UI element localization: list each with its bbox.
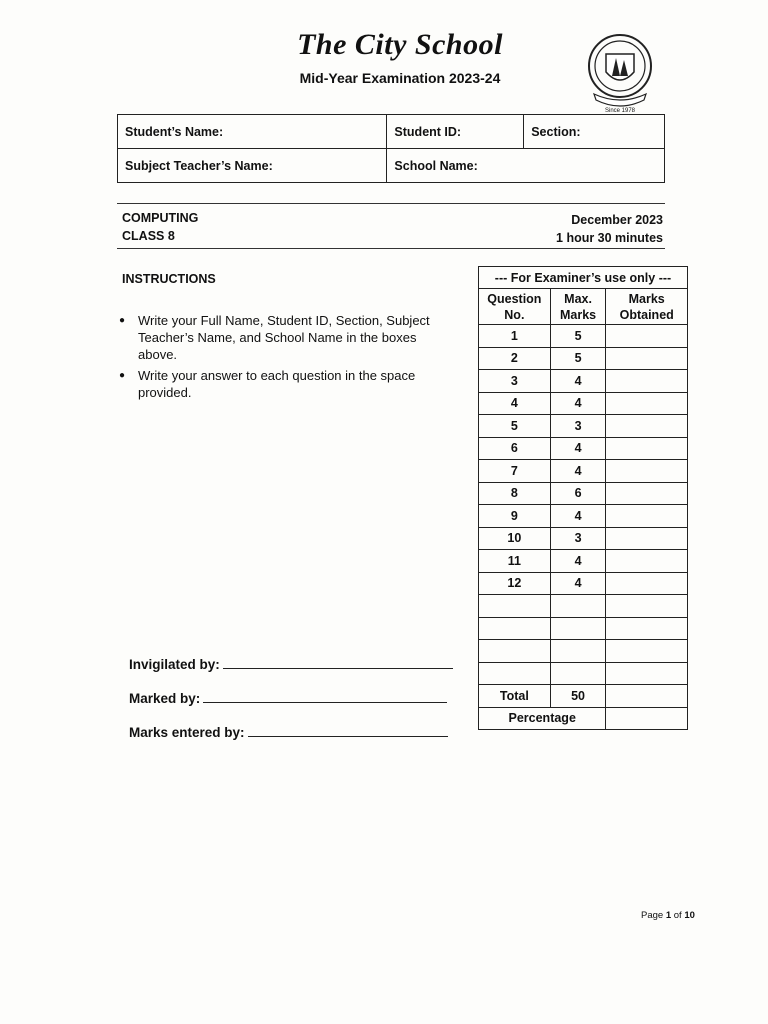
max-marks: 3 — [550, 527, 606, 550]
max-marks: 5 — [550, 347, 606, 370]
page-prefix: Page — [641, 910, 664, 921]
question-number: 1 — [479, 325, 551, 348]
max-marks: 3 — [550, 415, 606, 438]
max-marks: 4 — [550, 572, 606, 595]
marks-obtained-cell[interactable] — [606, 370, 688, 393]
page-current: 1 — [665, 910, 672, 921]
table-row — [479, 505, 688, 528]
student-id-field[interactable] — [387, 115, 524, 149]
marks-obtained-cell[interactable] — [606, 505, 688, 528]
question-number: 10 — [479, 527, 551, 550]
student-info-table — [117, 114, 665, 183]
instructions-title: INSTRUCTIONS — [122, 272, 216, 286]
total-obtained-cell[interactable] — [606, 685, 688, 708]
invigilated-by-line — [129, 656, 453, 672]
marks-obtained-cell[interactable] — [606, 550, 688, 573]
student-name-label: Student’s Name: — [125, 125, 224, 139]
col-question-header: Question No. — [479, 289, 551, 325]
table-row — [479, 370, 688, 393]
question-number: 12 — [479, 572, 551, 595]
subject-teacher-label: Subject Teacher’s Name: — [125, 159, 273, 173]
marked-by-label: Marked by: — [129, 691, 201, 706]
subject-name: COMPUTING — [122, 211, 199, 225]
total-row — [479, 685, 688, 708]
examiner-marks-table — [478, 266, 688, 730]
marks-obtained-cell[interactable] — [606, 437, 688, 460]
question-number: 3 — [479, 370, 551, 393]
max-marks: 4 — [550, 437, 606, 460]
marks-obtained-cell[interactable] — [606, 662, 688, 685]
exam-duration: 1 hour 30 minutes — [556, 231, 663, 245]
invigilated-by-label: Invigilated by: — [129, 657, 220, 672]
table-row — [479, 550, 688, 573]
school-name-label: School Name: — [394, 159, 478, 173]
marks-obtained-cell[interactable] — [606, 460, 688, 483]
section-field[interactable] — [524, 115, 665, 149]
table-row — [479, 415, 688, 438]
table-row — [479, 595, 688, 618]
marks-obtained-cell[interactable] — [606, 640, 688, 663]
question-number — [479, 640, 551, 663]
instruction-item: ● Write your Full Name, Student ID, Section, Subject Teacher’s Name, and School Name in the boxes above. — [118, 312, 458, 363]
table-row — [479, 392, 688, 415]
crest-year: Since 1978 — [604, 108, 636, 114]
marks-obtained-cell[interactable] — [606, 482, 688, 505]
invigilated-by-field[interactable] — [223, 656, 453, 669]
max-marks: 4 — [550, 550, 606, 573]
table-row — [479, 527, 688, 550]
total-label: Total — [479, 685, 551, 708]
divider-top — [117, 203, 665, 204]
table-row — [479, 460, 688, 483]
max-marks — [550, 662, 606, 685]
table-row — [479, 437, 688, 460]
table-row — [479, 617, 688, 640]
max-marks — [550, 617, 606, 640]
school-title: The City School — [297, 28, 503, 61]
percentage-cell[interactable] — [606, 707, 688, 730]
col-obtained-header: Marks Obtained — [606, 289, 688, 325]
max-marks: 4 — [550, 370, 606, 393]
marks-obtained-cell[interactable] — [606, 325, 688, 348]
instruction-item: ● Write your answer to each question in the space provided. — [118, 367, 458, 401]
max-marks: 4 — [550, 460, 606, 483]
marked-by-field[interactable] — [203, 690, 447, 703]
max-marks: 4 — [550, 392, 606, 415]
percentage-label: Percentage — [479, 707, 606, 730]
instructions-list — [118, 312, 458, 405]
marked-by-line — [129, 690, 447, 706]
max-marks: 4 — [550, 505, 606, 528]
page-total: 10 — [684, 910, 695, 921]
marks-obtained-cell[interactable] — [606, 572, 688, 595]
subject-teacher-field[interactable] — [118, 149, 387, 183]
col-max-header: Max. Marks — [550, 289, 606, 325]
examiner-table-title: --- For Examiner’s use only --- — [479, 267, 688, 289]
table-row — [479, 325, 688, 348]
marks-obtained-cell[interactable] — [606, 415, 688, 438]
question-number: 6 — [479, 437, 551, 460]
marks-entered-by-line — [129, 724, 448, 740]
question-number: 2 — [479, 347, 551, 370]
question-number — [479, 595, 551, 618]
percentage-row — [479, 707, 688, 730]
marks-obtained-cell[interactable] — [606, 595, 688, 618]
marks-entered-by-label: Marks entered by: — [129, 725, 245, 740]
marks-obtained-cell[interactable] — [606, 347, 688, 370]
question-number: 8 — [479, 482, 551, 505]
marks-entered-by-field[interactable] — [248, 724, 448, 737]
total-max-marks: 50 — [550, 685, 606, 708]
exam-title: Mid-Year Examination 2023-24 — [299, 70, 501, 86]
divider-bottom — [117, 248, 665, 249]
page-of: of — [673, 910, 682, 921]
table-row — [479, 572, 688, 595]
question-number — [479, 662, 551, 685]
question-number: 5 — [479, 415, 551, 438]
marks-obtained-cell[interactable] — [606, 527, 688, 550]
table-row — [479, 482, 688, 505]
max-marks — [550, 640, 606, 663]
max-marks — [550, 595, 606, 618]
question-number — [479, 617, 551, 640]
page-number — [641, 910, 695, 921]
max-marks: 5 — [550, 325, 606, 348]
question-number: 9 — [479, 505, 551, 528]
table-row — [479, 640, 688, 663]
student-id-label: Student ID: — [394, 125, 462, 139]
class-name: CLASS 8 — [122, 229, 175, 243]
table-row — [479, 662, 688, 685]
section-label: Section: — [531, 125, 581, 139]
question-number: 11 — [479, 550, 551, 573]
table-row — [479, 347, 688, 370]
question-number: 4 — [479, 392, 551, 415]
exam-date: December 2023 — [571, 213, 663, 227]
school-crest-icon — [584, 32, 656, 114]
max-marks: 6 — [550, 482, 606, 505]
marks-obtained-cell[interactable] — [606, 392, 688, 415]
marks-obtained-cell[interactable] — [606, 617, 688, 640]
student-name-field[interactable] — [118, 115, 387, 149]
question-number: 7 — [479, 460, 551, 483]
school-name-field[interactable] — [387, 149, 665, 183]
